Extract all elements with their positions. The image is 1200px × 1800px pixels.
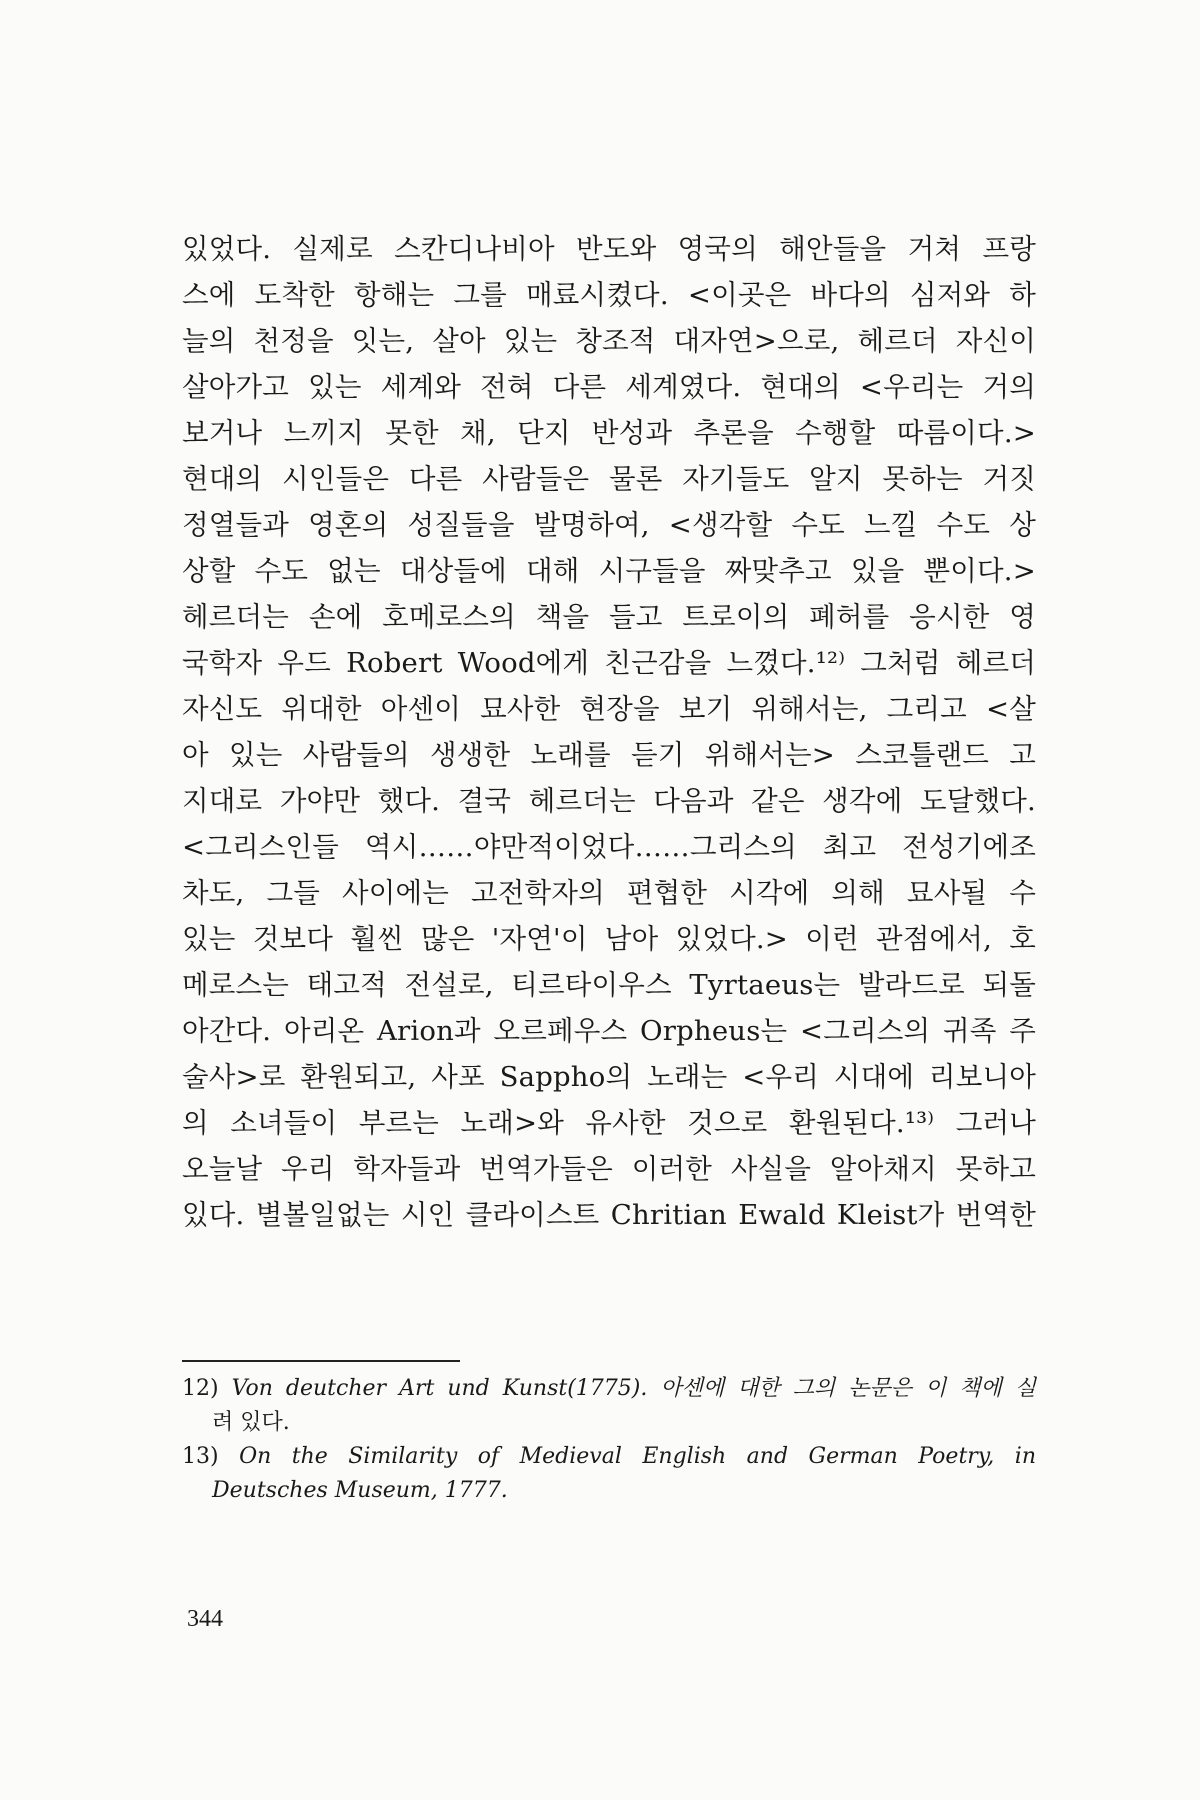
footnote-12	[182, 1372, 1036, 1440]
footnote-continuation: 려 있다.	[212, 1410, 290, 1435]
footnote-text: On the Similarity of Medieval English and German Poetry, in	[239, 1444, 1036, 1469]
footnote-continuation: Deutsches Museum, 1777.	[212, 1478, 508, 1503]
body-line: 의 소녀들이 부르는 노래>와 유사한 것으로 환원된다.¹³⁾ 그러나	[182, 1107, 1036, 1139]
footnote-number: 13)	[182, 1444, 219, 1469]
body-line: 보거나 느끼지 못한 채, 단지 반성과 추론을 수행할 따름이다.>	[182, 417, 1036, 449]
body-line: 자신도 위대한 아센이 묘사한 현장을 보기 위해서는, 그리고 <살	[182, 693, 1036, 725]
footnotes	[182, 1372, 1036, 1508]
body-line: 스에 도착한 항해는 그를 매료시켰다. <이곳은 바다의 심저와 하	[182, 279, 1036, 311]
body-line: 술사>로 환원되고, 사포 Sappho의 노래는 <우리 시대에 리보니아	[182, 1061, 1036, 1093]
body-line: 국학자 우드 Robert Wood에게 친근감을 느꼈다.¹²⁾ 그처럼 헤르더	[182, 647, 1036, 679]
body-line: <그리스인들 역시……야만적이었다……그리스의 최고 전성기에조	[182, 831, 1036, 863]
footnote-13	[182, 1440, 1036, 1508]
body-line: 헤르더는 손에 호메로스의 책을 들고 트로이의 폐허를 응시한 영	[182, 601, 1036, 633]
body-line: 정열들과 영혼의 성질들을 발명하여, <생각할 수도 느낄 수도 상	[182, 509, 1036, 541]
footnote-number: 12)	[182, 1376, 219, 1401]
footnote-line	[182, 1372, 1036, 1406]
body-line: 있는 것보다 훨씬 많은 '자연'이 남아 있었다.> 이런 관점에서, 호	[182, 923, 1036, 955]
body-line: 상할 수도 없는 대상들에 대해 시구들을 짜맞추고 있을 뿐이다.>	[182, 555, 1036, 587]
body-line: 아간다. 아리온 Arion과 오르페우스 Orpheus는 <그리스의 귀족 주	[182, 1015, 1036, 1047]
body-line: 살아가고 있는 세계와 전혀 다른 세계였다. 현대의 <우리는 거의	[182, 371, 1036, 403]
footnote-divider	[182, 1360, 460, 1362]
footnote-text: Von deutcher Art und Kunst(1775). 아센에 대한 그의 논문은 이 책에 실	[231, 1376, 1037, 1401]
body-line: 있었다. 실제로 스칸디나비아 반도와 영국의 해안들을 거쳐 프랑	[182, 233, 1036, 265]
body-line: 오늘날 우리 학자들과 번역가들은 이러한 사실을 알아채지 못하고	[182, 1153, 1036, 1185]
body-line: 아 있는 사람들의 생생한 노래를 듣기 위해서는> 스코틀랜드 고	[182, 739, 1036, 771]
body-text	[182, 226, 1036, 1238]
body-line: 차도, 그들 사이에는 고전학자의 편협한 시각에 의해 묘사될 수	[182, 877, 1036, 909]
body-line: 지대로 가야만 했다. 결국 헤르더는 다음과 같은 생각에 도달했다.	[182, 785, 1036, 817]
footnote-line	[182, 1440, 1036, 1474]
body-line: 현대의 시인들은 다른 사람들은 물론 자기들도 알지 못하는 거짓	[182, 463, 1036, 495]
body-line: 늘의 천정을 잇는, 살아 있는 창조적 대자연>으로, 헤르더 자신이	[182, 325, 1036, 357]
body-line: 있다. 별볼일없는 시인 클라이스트 Chritian Ewald Kleist가 번역한	[182, 1199, 1036, 1231]
page-number: 344	[187, 1606, 223, 1632]
body-line: 메로스는 태고적 전설로, 티르타이우스 Tyrtaeus는 발라드로 되돌	[182, 969, 1036, 1001]
